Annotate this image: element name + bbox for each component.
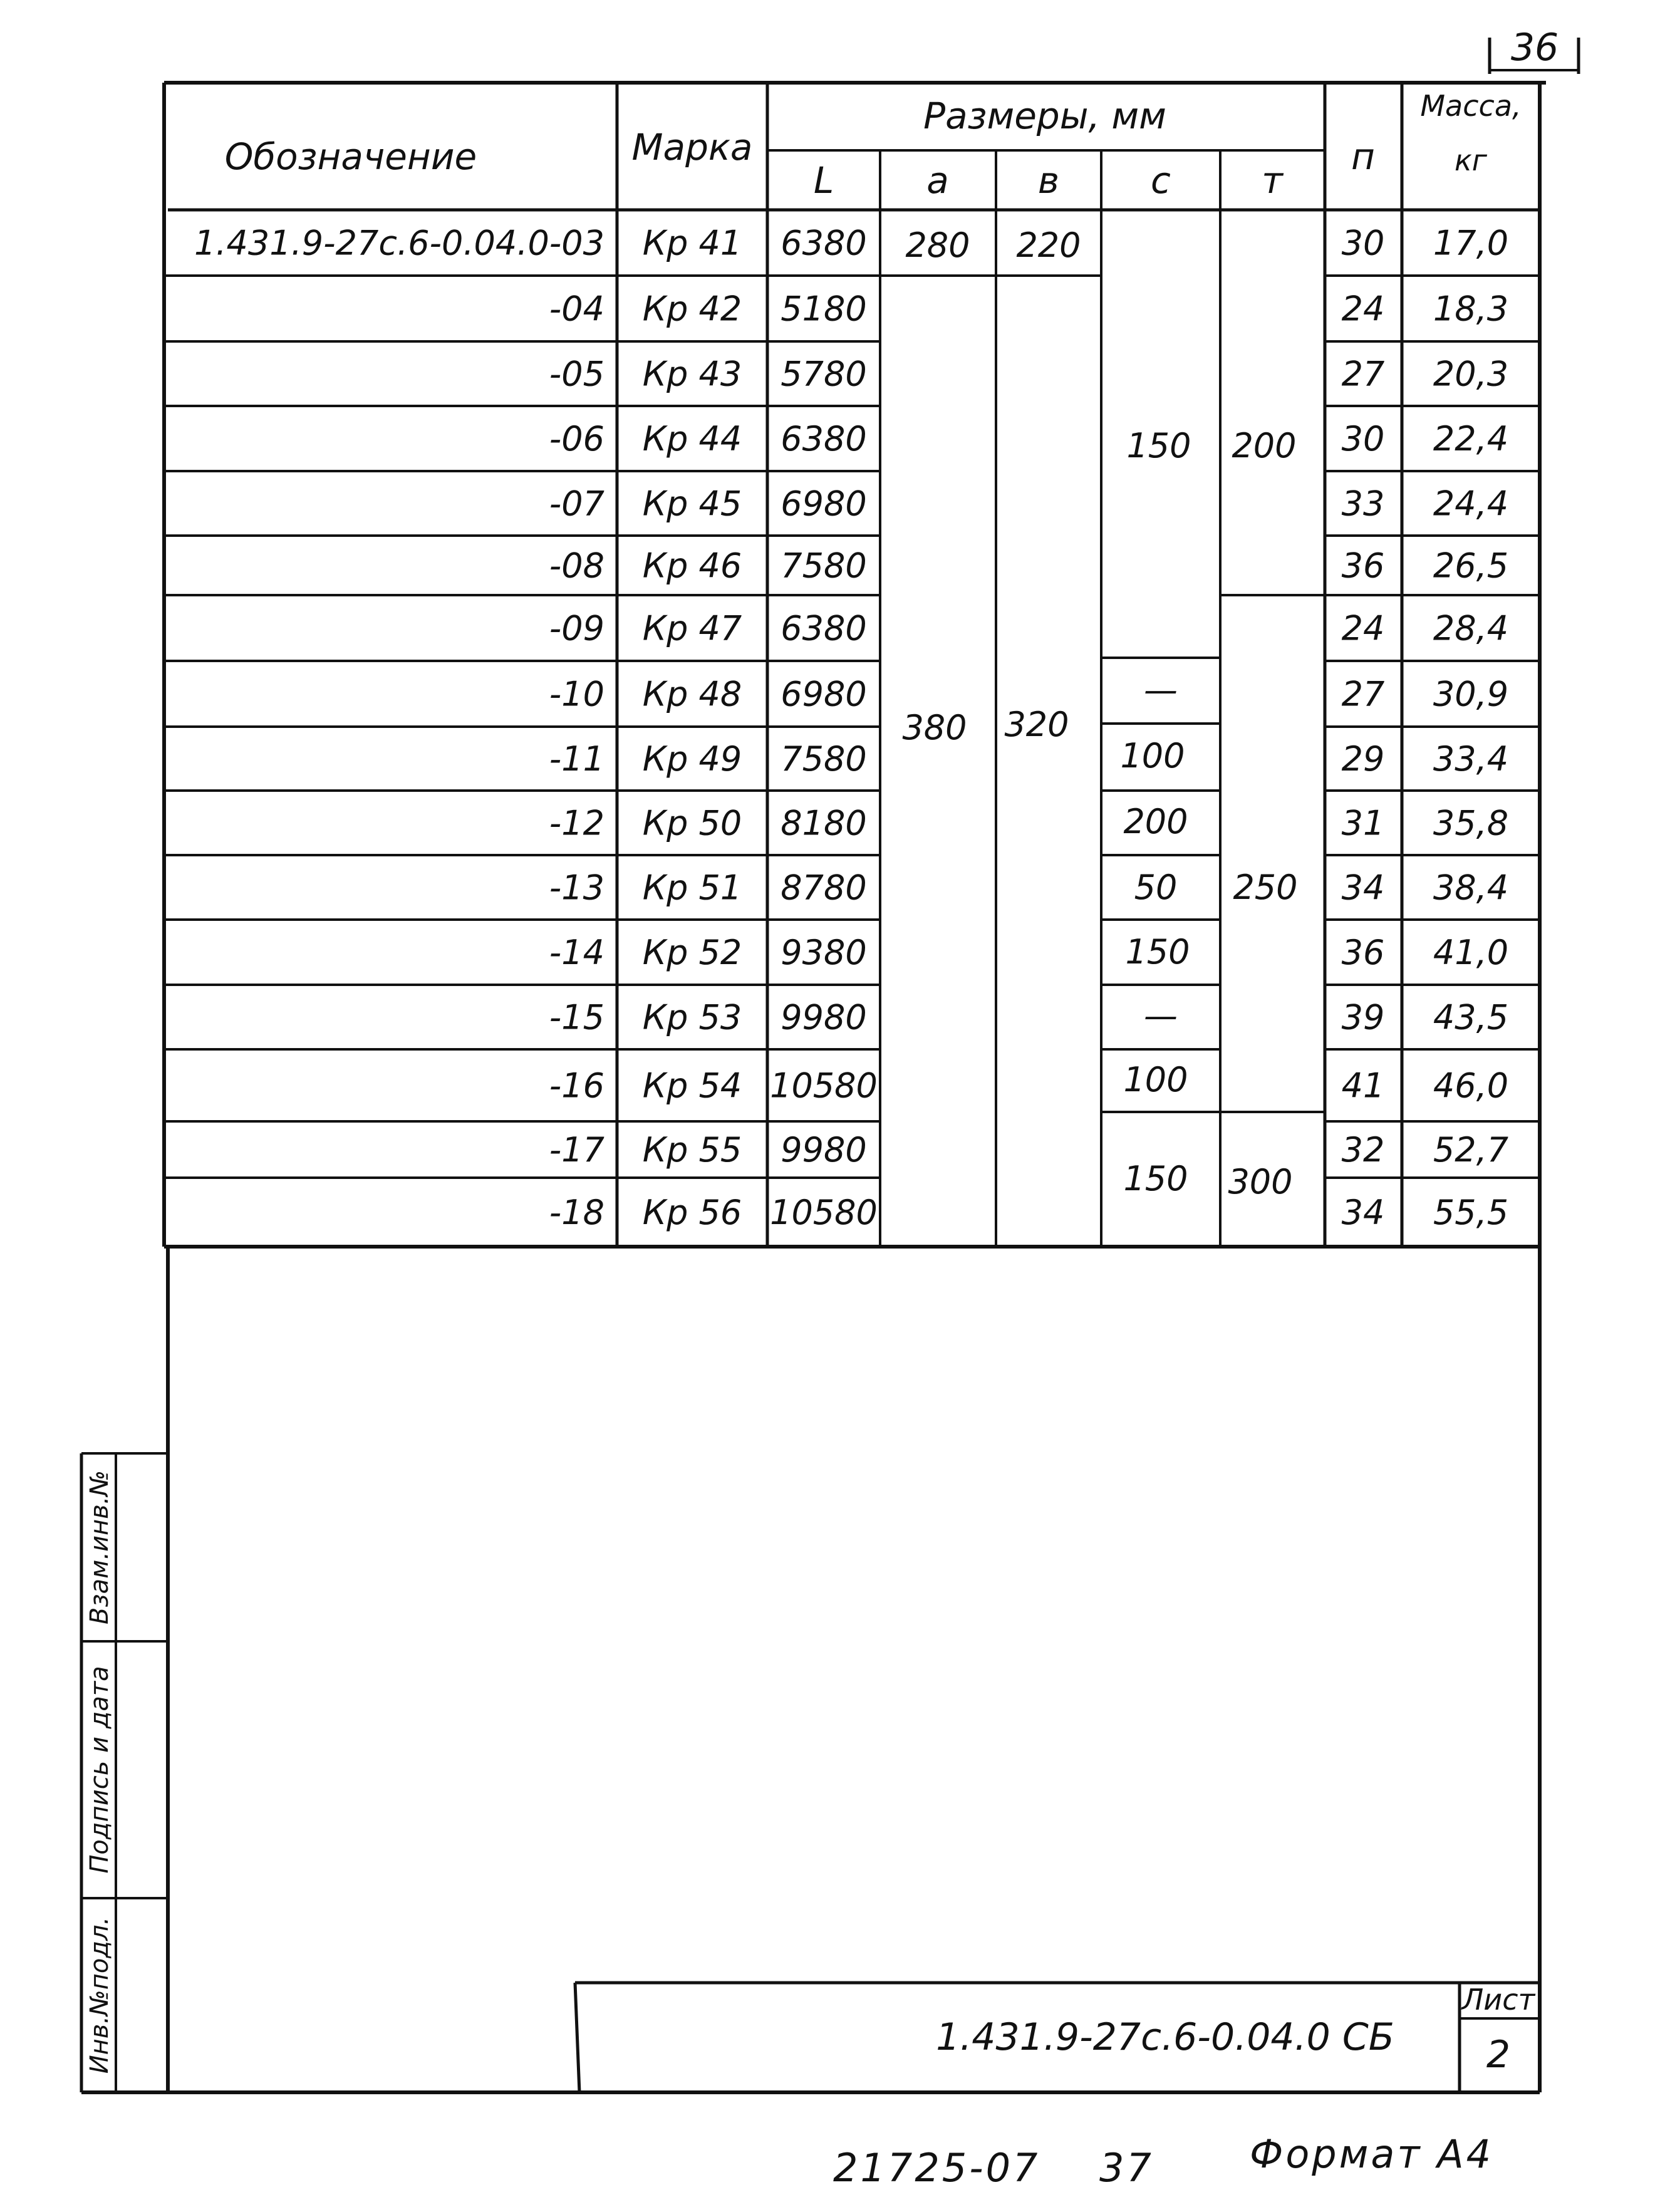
cell-m-block1: 200 <box>1232 426 1297 465</box>
cell-n: 30 <box>1341 223 1385 263</box>
cell-L: 10580 <box>770 1193 878 1232</box>
cell-c-150c: 150 <box>1123 1159 1188 1198</box>
cell-mass: 46,0 <box>1433 1066 1509 1106</box>
cell-n: 39 <box>1341 997 1385 1037</box>
cell-L: 8180 <box>781 803 867 843</box>
cell-n: 32 <box>1341 1130 1385 1170</box>
cell-c-dash1: — <box>1144 670 1178 710</box>
cell-m-block3: 300 <box>1228 1162 1293 1202</box>
cell-mark: Кр 51 <box>642 868 742 908</box>
cell-designation: -18 <box>549 1193 604 1232</box>
table-row <box>549 546 1508 586</box>
cell-mass: 55,5 <box>1433 1193 1509 1232</box>
cell-L: 7580 <box>781 739 867 779</box>
cell-mass: 24,4 <box>1433 484 1509 524</box>
table-row <box>549 933 1508 972</box>
cell-L: 6380 <box>781 419 867 459</box>
cell-c-50: 50 <box>1134 868 1178 907</box>
cell-mark: Кр 54 <box>642 1066 742 1106</box>
cell-n: 27 <box>1341 354 1385 394</box>
table-row <box>194 224 1508 263</box>
cell-L: 10580 <box>770 1066 878 1106</box>
cell-L: 6980 <box>781 484 867 524</box>
cell-a-first: 280 <box>905 226 970 265</box>
cell-mark: Кр 45 <box>642 484 742 524</box>
cell-n: 34 <box>1341 868 1385 908</box>
cell-designation: -12 <box>549 803 604 843</box>
header-dimensions: Размеры, мм <box>923 95 1166 137</box>
cell-mark: Кр 50 <box>642 803 742 843</box>
cell-n: 24 <box>1341 289 1385 329</box>
cell-mark: Кр 44 <box>642 419 742 459</box>
cell-L: 6380 <box>781 223 867 263</box>
cell-L: 9980 <box>781 997 867 1037</box>
cell-mass: 26,5 <box>1433 546 1509 586</box>
stamp-vzam-inv: Взам.инв.№ <box>85 1470 114 1625</box>
cell-mass: 38,4 <box>1433 868 1509 908</box>
cell-mass: 41,0 <box>1433 933 1509 972</box>
table-row <box>549 609 1508 648</box>
cell-c-100a: 100 <box>1120 736 1185 776</box>
cell-mass: 33,4 <box>1433 739 1509 779</box>
cell-mark: Кр 41 <box>642 223 742 263</box>
cell-mark: Кр 42 <box>642 289 742 329</box>
cell-mark: Кр 55 <box>642 1130 742 1170</box>
cell-designation: -13 <box>549 868 604 908</box>
cell-c-block1: 150 <box>1126 426 1191 465</box>
header-mass-line2: кг <box>1455 143 1487 177</box>
cell-mark: Кр 48 <box>642 674 742 714</box>
cell-L: 8780 <box>781 868 867 908</box>
cell-designation: -17 <box>549 1130 604 1170</box>
cell-mass: 17,0 <box>1433 223 1509 263</box>
cell-a-rest: 380 <box>902 708 967 747</box>
cell-mark: Кр 52 <box>642 933 742 972</box>
cell-mass: 28,4 <box>1433 608 1509 648</box>
cell-designation: 1.431.9-27с.6-0.04.0-03 <box>194 223 604 263</box>
cell-n: 30 <box>1341 419 1385 459</box>
cell-designation: -09 <box>549 608 604 648</box>
side-stamp <box>81 1453 168 2092</box>
cell-n: 36 <box>1341 933 1385 972</box>
cell-designation: -04 <box>549 289 604 329</box>
header-col-L: L <box>813 159 834 202</box>
cell-L: 5180 <box>781 289 867 329</box>
title-block <box>575 1983 1540 2092</box>
table-row <box>549 804 1508 843</box>
footer-archive-no: 21725-07 <box>833 2145 1040 2191</box>
cell-n: 34 <box>1341 1193 1385 1232</box>
cell-n: 36 <box>1341 546 1385 586</box>
title-sheet-value: 2 <box>1486 2033 1511 2077</box>
cell-L: 6380 <box>781 608 867 648</box>
cell-mass: 43,5 <box>1433 997 1509 1037</box>
cell-mark: Кр 56 <box>642 1193 742 1232</box>
table-header <box>225 89 1522 202</box>
cell-mass: 22,4 <box>1433 419 1509 459</box>
cell-mark: Кр 46 <box>642 546 742 586</box>
cell-c-200: 200 <box>1123 802 1188 841</box>
cell-L: 6980 <box>781 674 867 714</box>
cell-mass: 52,7 <box>1433 1130 1509 1170</box>
cell-n: 29 <box>1341 739 1385 779</box>
cell-designation: -16 <box>549 1066 604 1106</box>
cell-designation: -08 <box>549 546 604 586</box>
cell-n: 41 <box>1341 1066 1385 1106</box>
table-row <box>549 1066 1508 1106</box>
table-row <box>549 868 1508 908</box>
table-row <box>549 289 1508 329</box>
cell-mark: Кр 43 <box>642 354 742 394</box>
cell-c-100b: 100 <box>1123 1060 1188 1099</box>
cell-designation: -10 <box>549 674 604 714</box>
cell-n: 24 <box>1341 608 1385 648</box>
cell-n: 27 <box>1341 674 1385 714</box>
cell-mass: 35,8 <box>1433 803 1509 843</box>
cell-designation: -14 <box>549 933 604 972</box>
cell-designation: -06 <box>549 419 604 459</box>
title-doc-code: 1.431.9-27с.6-0.04.0 СБ <box>936 2015 1394 2059</box>
table-row <box>549 1130 1508 1170</box>
table-row <box>549 998 1508 1037</box>
top-sheet-number-tab <box>1490 26 1579 74</box>
cell-mark: Кр 49 <box>642 739 742 779</box>
cell-designation: -15 <box>549 997 604 1037</box>
table-row <box>549 419 1508 459</box>
cell-mark: Кр 53 <box>642 997 742 1037</box>
table-row <box>549 484 1508 524</box>
table-row <box>549 739 1508 779</box>
title-sheet-label: Лист <box>1461 1983 1535 2017</box>
header-mark: Марка <box>631 126 753 169</box>
stamp-podpis-data: Подпись и дата <box>85 1666 114 1874</box>
cell-L: 7580 <box>781 546 867 586</box>
header-col-c: с <box>1151 159 1171 202</box>
cell-mark: Кр 47 <box>642 608 742 648</box>
table-row <box>549 1193 1508 1232</box>
header-col-b: в <box>1037 159 1060 202</box>
cell-n: 33 <box>1341 484 1385 524</box>
cell-m-block2: 250 <box>1233 868 1298 907</box>
cell-mass: 18,3 <box>1433 289 1509 329</box>
header-designation: Обозначение <box>224 135 477 178</box>
cell-c-150b: 150 <box>1125 932 1190 972</box>
stamp-inv-podl: Инв.№подл. <box>85 1916 114 2074</box>
cell-b-rest: 320 <box>1004 705 1069 744</box>
cell-mass: 20,3 <box>1433 354 1509 394</box>
cell-c-dash2: — <box>1144 996 1178 1036</box>
cell-L: 5780 <box>781 354 867 394</box>
cell-designation: -05 <box>549 354 604 394</box>
header-col-m: т <box>1262 159 1283 202</box>
footer-format: Формат А4 <box>1250 2131 1494 2177</box>
cell-designation: -11 <box>549 739 604 779</box>
cell-designation: -07 <box>549 484 604 524</box>
cell-L: 9380 <box>781 933 867 972</box>
cell-mass: 30,9 <box>1433 674 1509 714</box>
top-sheet-number: 36 <box>1510 26 1559 70</box>
cell-L: 9980 <box>781 1130 867 1170</box>
header-mass-line1: Масса, <box>1420 89 1522 123</box>
cell-b-first: 220 <box>1016 226 1081 265</box>
footer <box>833 2131 1493 2191</box>
table-row <box>549 355 1508 394</box>
header-col-a: а <box>926 159 949 202</box>
footer-page-no: 37 <box>1099 2145 1154 2191</box>
header-col-n: п <box>1351 135 1375 178</box>
cell-n: 31 <box>1341 803 1385 843</box>
